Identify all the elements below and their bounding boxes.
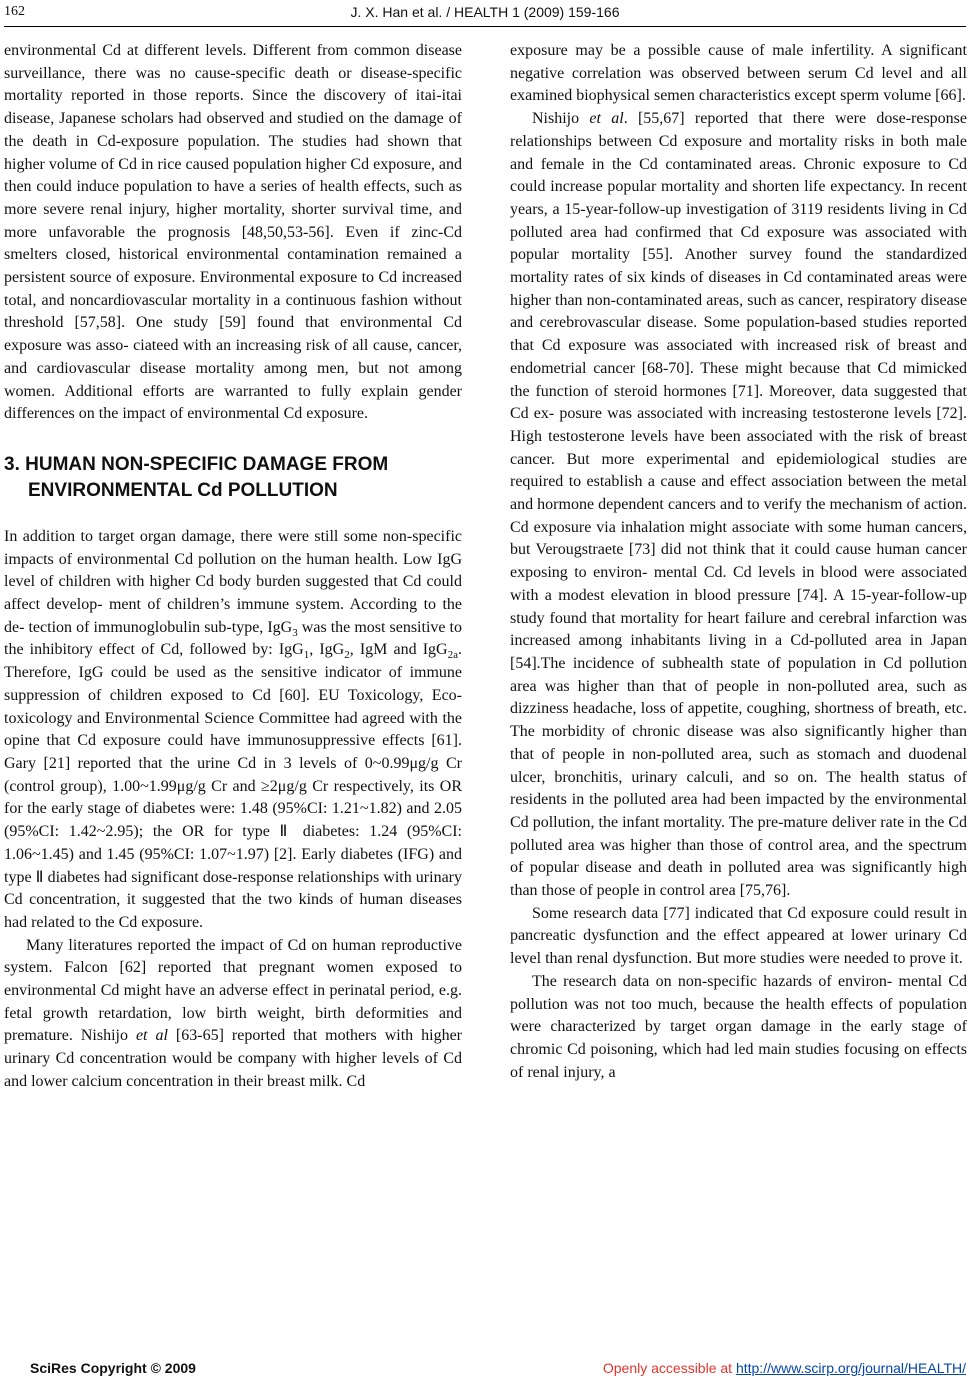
- section-heading: [4, 452, 462, 504]
- paragraph-continuation-right: exposure may be a possible cause of male infertility. A significant negative correlation was observed between serum Cd level and all examined biophysical semen characteristics except sperm volume [66].: [510, 42, 967, 105]
- journal-citation: J. X. Han et al. / HEALTH 1 (2009) 159-166: [350, 4, 620, 20]
- subscript: 2a: [447, 649, 458, 662]
- text-run: . Therefore, IgG could be used as the sensitive indicator of immune suppression of children exposed to Cd [60]. EU Toxicology, Eco-toxicology and Environmental Science Committee had agreed with the opine that Cd exposure could have immunosuppressive effects [61]. Gary [21] reported that the urine Cd in 3 levels of 0~0.99μg/g Cr (control group), 1.00~1.99μg/g Cr and ≥2μg/g Cr respectively, its OR for the early stage of diabetes were: 1.48 (95%CI: 1.21~1.82) and 2.05 (95%CI: 1.42~2.95); the OR for type Ⅱ diabetes: 1.24 (95%CI: 1.06~1.45) and 1.45 (95%CI: 1.07~1.97) [2]. Early diabetes (IFG) and type Ⅱ diabetes had significant dose-response relationships with urinary Cd concentration, it suggested that the two kinds of human diseases had related to the Cd exposure.: [4, 641, 462, 931]
- left-column: [4, 40, 462, 1094]
- paragraph-reproductive: [4, 935, 462, 1094]
- paragraph-research-data: The research data on non-specific hazards of environ- mental Cd pollution was not too much, because the health effects of population were characterized by target organ damage in the early stage of chromic Cd poisoning, which had led main studies focusing on effects of renal injury, a: [510, 972, 967, 1081]
- italic-et-al: et al: [589, 110, 624, 128]
- paragraph-mortality: [510, 108, 967, 903]
- header-rule: [4, 26, 966, 27]
- italic-et-al: et al: [135, 1027, 168, 1045]
- text-run: , IgG: [309, 641, 345, 659]
- paragraph-pancreatic: Some research data [77] indicated that Cd exposure could result in pancreatic dysfunction and the effect appeared at lower urinary Cd level than renal dysfunction. But more studies were needed to prove it.: [510, 904, 967, 968]
- subscript: 3: [292, 626, 298, 639]
- text-run: [63-65] reported that mothers with higher urinary Cd concentration would be company with higher levels of Cd and lower calcium concentration in their breast milk. Cd: [4, 1027, 463, 1090]
- open-access-text: Openly accessible at: [602, 1360, 736, 1376]
- text-run: Nishijo: [532, 110, 590, 128]
- paragraph-nonspecific: [4, 526, 462, 935]
- text-run: , IgM and IgG: [349, 641, 448, 659]
- paragraph-continuation: environmental Cd at different levels. Different from common disease surveillance, there was no cause-specific death or disease-specific mortality reported in those reports. Since the discovery of itai-itai disease, Japanese scholars had observed and studied on the damage of the death in Cd-exposure population. The studies had shown that higher volume of Cd in rice caused population higher Cd exposure, and then could induce population to have a series of health effects, such as more severe renal injury, higher mortality, shorter survival time, and more unfavorable the prognosis [48,50,53-56]. Even if zinc-Cd smelters closed, historical environmental contamination remained a persistent source of exposure. Environmental exposure to Cd increased total, and noncardiovascular mortality in a continuous fashion without threshold [57,58]. One study [59] found that environmental Cd exposure was asso- ciateed with an increasing risk of all cause, cancer, and cardiovascular disease mortality among men, but not among women. Additional efforts are warranted to fully explain gender differences on the impact of environmental Cd exposure.: [4, 42, 462, 423]
- section-heading-line2: ENVIRONMENTAL Cd POLLUTION: [28, 479, 338, 501]
- journal-link[interactable]: http://www.scirp.org/journal/HEALTH/: [735, 1360, 966, 1376]
- running-header: [0, 4, 970, 24]
- subscript: 1: [303, 649, 310, 662]
- text-run: Many literatures reported the impact of Cd on human reproductive system. Falcon [62] reported that pregnant women exposed to environmental Cd might have an adverse effect in perinatal period, e.g. fetal growth retardation, low birth weight, birth deformities and premature. Nishijo: [4, 936, 462, 1045]
- page-number: 162: [4, 4, 25, 19]
- text-run: was the most sensitive to the inhibitory effect of Cd, followed by: IgG: [4, 618, 463, 659]
- copyright-notice: SciRes Copyright © 2009: [30, 1360, 196, 1376]
- right-column: [510, 40, 967, 1084]
- section-heading-line1: 3. HUMAN NON-SPECIFIC DAMAGE FROM: [4, 453, 389, 475]
- text-run: In addition to target organ damage, there were still some non-specific impacts of environmental Cd pollution on the human health. Low IgG level of children with higher Cd body burden suggested that Cd could affect develop- ment of children’s immune system. According to the de- tection of immunoglobulin sub-type, IgG: [4, 527, 462, 636]
- subscript: 2: [344, 649, 350, 662]
- open-access-notice: [603, 1360, 966, 1376]
- text-run: . [55,67] reported that there were dose-response relationships between Cd exposure and mortality risks in both male and female in the Cd contaminated areas. Chronic exposure to Cd could increase popular mortality and shorten life expectancy. In recent years, a 15-year-follow-up investigation of 3119 residents living in Cd polluted area had confirmed that Cd exposure was associated with popular mortality [55]. Another survey found the standardized mortality rates of six kinds of diseases in Cd contaminated areas were higher than non-contaminated areas, such as cancer, respiratory disease and cerebrovascular disease. Some population-based studies reported that Cd exposure was associated with increased risk of breast and endometrial cancer [68-70]. These might because that Cd mimicked the function of steroid hormones [71]. Moreover, data suggested that Cd ex- posure was associated with increasing testosterone levels [72]. High testosterone levels have been associated with the risk of breast cancer. But more experimental and epidemiological studies are required to establish a cause and effect association between the metal and hormone dependent cancers and to verify the mechanism of action. Cd exposure via inhalation might associate with some human cancers, but Verougstraete [73] did not think that it could cause human cancer exposing to environ- mental Cd. Cd levels in blood were associated with a modest elevation in blood pressure [74]. A 15-year-follow-up study found that mortality for heart failure and cerebral infarction was increased among inhabitants living in a Cd-polluted area in Japan [54].The incidence of subhealth state of population in Cd pollution area was higher than that of people in non-polluted area, such as dizziness headache, loss of appetite, coughing, shortness of breath, etc. The morbidity of chronic disease was also significantly higher than that of people in non-polluted area, such as stomach and duodenal ulcer, bronchitis, urinary calculi, and so on. The health status of residents in the polluted area had been impacted by the environmental Cd pollution, the infant mortality. The pre-mature deliver rate in the Cd polluted area was higher than those of control area, and the spectrum of popular disease and death in polluted area was significantly high than those of people in control area [75,76].: [510, 110, 968, 900]
